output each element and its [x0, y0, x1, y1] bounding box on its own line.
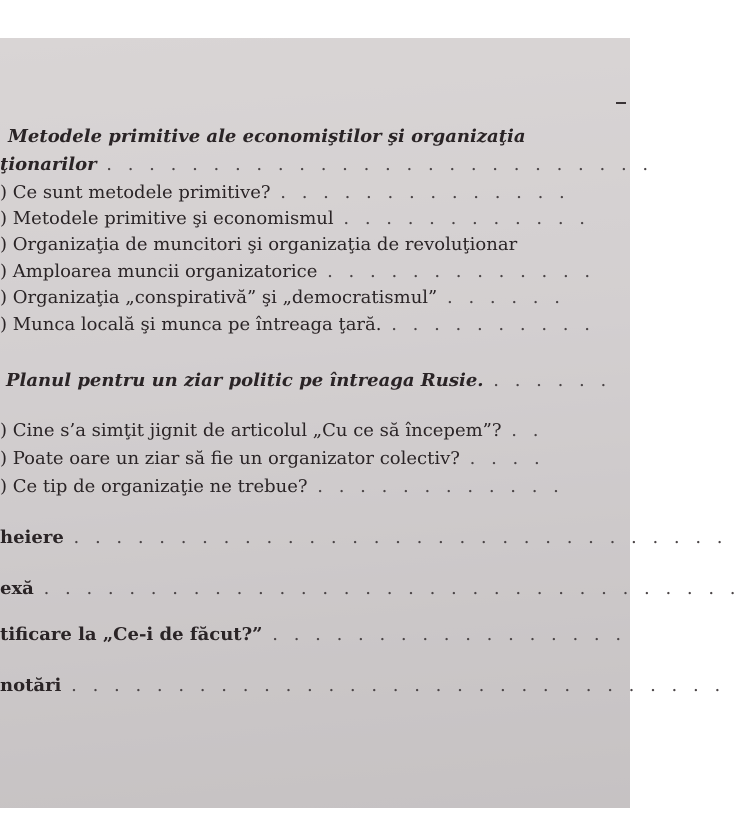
- toc-entry: [0, 182, 630, 204]
- toc-heading-section-5: [6, 370, 630, 392]
- page-mark-dash: [616, 102, 626, 104]
- toc-entry-text: ) Cine s’a simţit jignit de articolul „Cu ce să începem”?: [0, 420, 502, 441]
- toc-entry: [0, 314, 630, 336]
- toc-leader-dots: . . . . . .: [493, 370, 612, 391]
- toc-leader-dots: . . . . . . . . . . . . . . . . . . . . . . . . . . . . . . . . .: [43, 578, 741, 599]
- toc-entry-correction: [0, 624, 630, 646]
- toc-entry: [0, 208, 630, 230]
- toc-entry-text: exă: [0, 578, 34, 599]
- toc-leader-dots: . . . . . .: [447, 287, 565, 308]
- toc-entry: [0, 476, 630, 498]
- toc-entry-text: ) Metodele primitive şi economismul: [0, 208, 334, 229]
- toc-entry: [0, 234, 630, 256]
- toc-leader-dots: . . . . . . . . . . . . . . . . .: [272, 624, 627, 645]
- toc-entry: [0, 448, 630, 470]
- toc-entry-text: ) Ce sunt metodele primitive?: [0, 182, 271, 203]
- toc-leader-dots: . . . . . . . . . . . . . . . . . . . . . . . . . . . . . . .: [73, 527, 728, 548]
- toc-leader-dots: . . . . . . . . . . . . .: [327, 261, 596, 282]
- toc-entry-text: ) Munca locală şi munca pe întreaga ţară.: [0, 314, 382, 335]
- toc-leader-dots: . . . . . . . . . . . .: [343, 208, 590, 229]
- toc-leader-dots: . . . . . . . . . .: [391, 314, 595, 335]
- toc-leader-dots: . .: [511, 420, 544, 441]
- toc-leader-dots: . . . . . . . . . . . .: [317, 476, 564, 497]
- toc-entry: [0, 287, 630, 309]
- toc-entry-text: ) Organizaţia „conspirativă” şi „democratismul”: [0, 287, 438, 308]
- toc-entry: [0, 420, 630, 442]
- toc-entry-text: Planul pentru un ziar politic pe întreaga Rusie.: [6, 370, 484, 391]
- toc-entry-text: notări: [0, 675, 62, 696]
- toc-heading-section-4: [8, 126, 630, 148]
- toc-leader-dots: . . . . . . . . . . . . . . . . . . . . . . . . . . . . . . .: [71, 675, 726, 696]
- toc-entry-text: ţionarilor: [0, 154, 97, 175]
- toc-entry: [0, 154, 654, 176]
- toc-entry-text: ) Poate oare un ziar să fie un organizator colectiv?: [0, 448, 460, 469]
- toc-entry-text: ) Ce tip de organizaţie ne trebue?: [0, 476, 308, 497]
- book-page: [0, 38, 741, 808]
- toc-leader-dots: . . . .: [469, 448, 545, 469]
- toc-entry-notes: [0, 675, 726, 697]
- toc-entry-text: ) Organizaţia de muncitori şi organizaţia de revoluţionar: [0, 234, 518, 255]
- toc-leader-dots: . . . . . . . . . . . . . .: [280, 182, 570, 203]
- toc-entry-text: tificare la „Ce-i de făcut?”: [0, 624, 263, 645]
- toc-entry-appendix: [0, 578, 741, 600]
- toc-leader-dots: . . . . . . . . . . . . . . . . . . . . . . . . . .: [106, 154, 654, 175]
- toc-entry-conclusion: [0, 527, 728, 549]
- toc-entry: [0, 261, 630, 283]
- toc-entry-text: ) Amploarea muncii organizatorice: [0, 261, 318, 282]
- toc-entry-text: heiere: [0, 527, 64, 548]
- toc-entry-text: Metodele primitive ale economiştilor şi organizaţia: [8, 126, 526, 147]
